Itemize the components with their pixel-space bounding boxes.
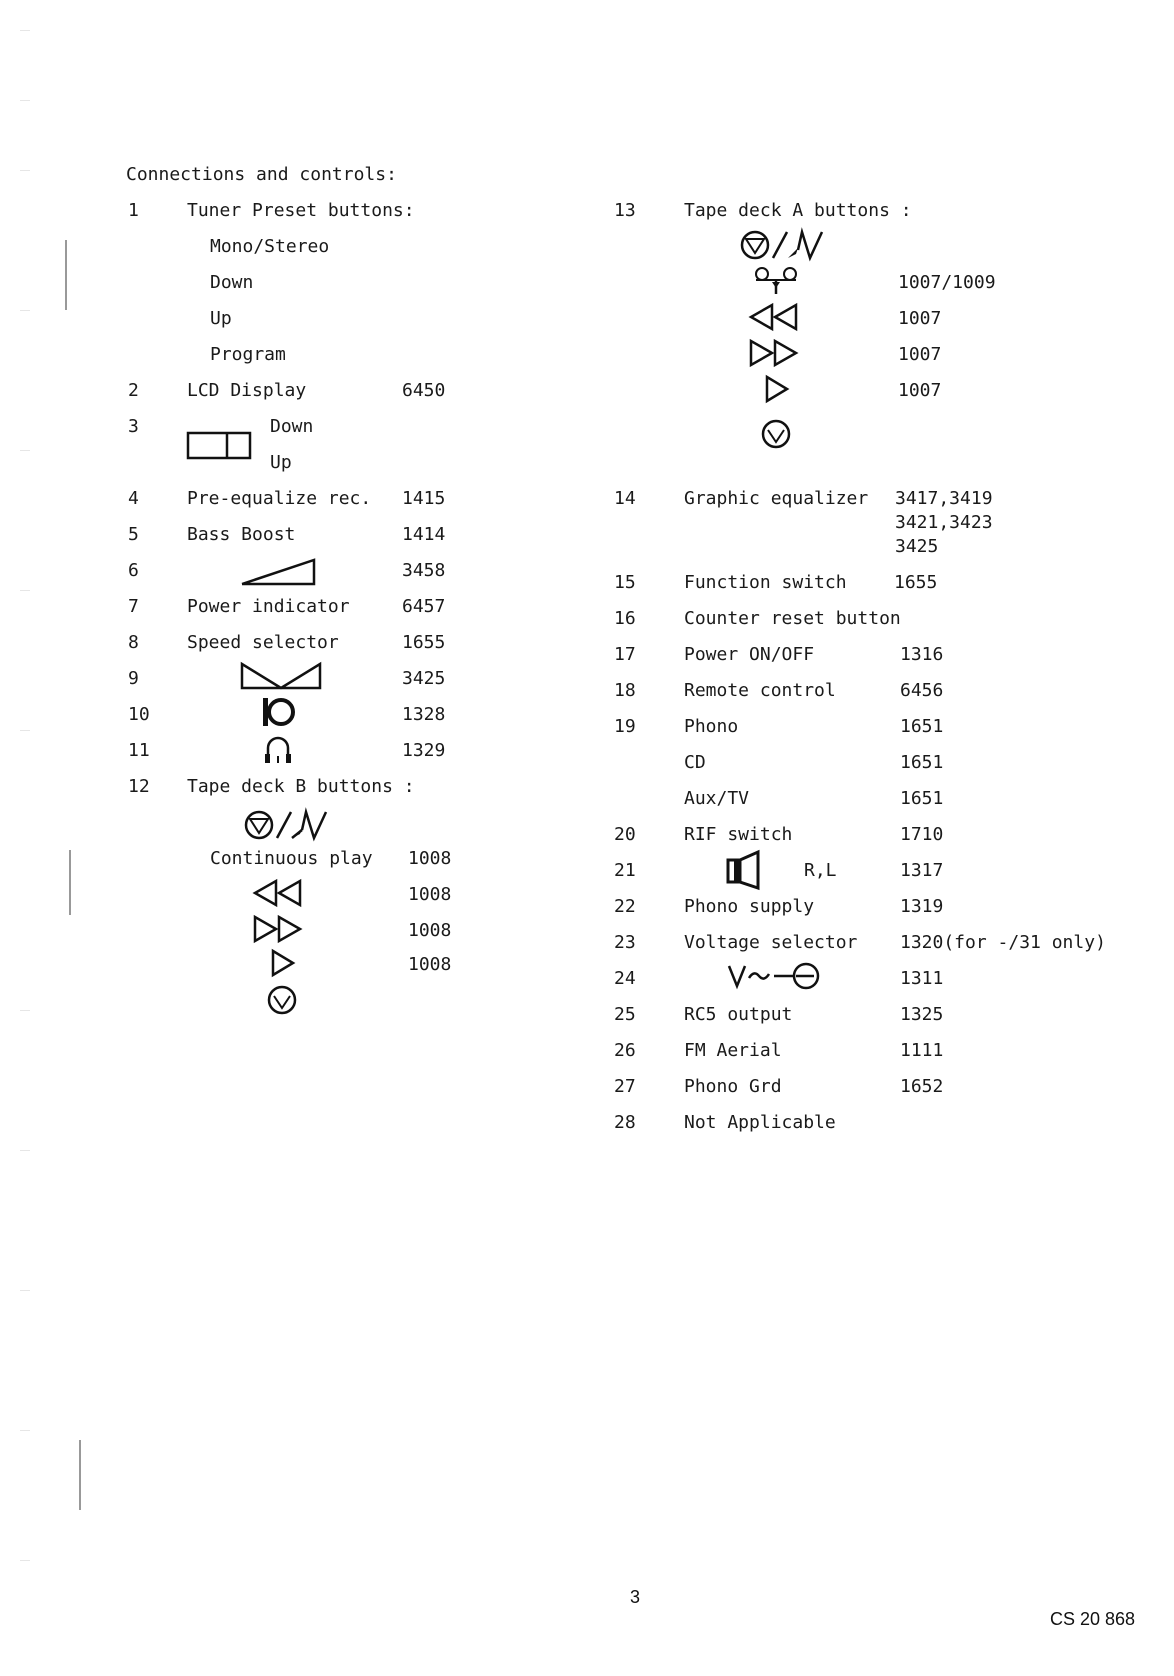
deck-b-play-code: 1008 [408,954,452,975]
counter-reset-label: Counter reset button [684,608,901,629]
rc5-output-code: 1325 [900,1004,944,1025]
equalizer-code: 3421,3423 [895,512,993,533]
item-number: 17 [614,644,636,665]
item-number: 23 [614,932,636,953]
pre-equalize-code: 1415 [402,488,446,509]
phono-grd-label: Phono Grd [684,1076,782,1097]
balance-icon [240,662,322,690]
bass-boost-code: 1414 [402,524,446,545]
play-icon [764,374,790,404]
margin-tick [20,590,30,591]
item-number: 7 [128,596,139,617]
deck-a-pause-code: 1007/1009 [898,272,996,293]
continuous-play-code: 1008 [408,848,452,869]
function-switch-label: Function switch [684,572,847,593]
item-number: 15 [614,572,636,593]
rif-switch-code: 1710 [900,824,944,845]
tuner-sub-program: Program [210,344,286,365]
item-number: 27 [614,1076,636,1097]
bass-boost-label: Bass Boost [187,524,296,545]
speaker-rl-label: R,L [804,860,837,881]
function-switch-code: 1655 [894,572,938,593]
record-icon [266,984,298,1016]
rocker-switch-icon [187,432,253,460]
item-number: 26 [614,1040,636,1061]
margin-mark [79,1440,81,1510]
rocker-up-label: Up [270,452,292,473]
speaker-code: 1317 [900,860,944,881]
item-number: 1 [128,200,139,221]
item-number: 24 [614,968,636,989]
microphone-code: 1328 [402,704,446,725]
power-indicator-label: Power indicator [187,596,350,617]
tuner-sub-mono-stereo: Mono/Stereo [210,236,330,257]
item-number: 2 [128,380,139,401]
margin-tick [20,1430,30,1431]
mains-input-code: 1311 [900,968,944,989]
power-indicator-code: 6457 [402,596,446,617]
rif-switch-label: RIF switch [684,824,793,845]
document-code: CS 20 868 [1050,1609,1136,1629]
headphones-icon [264,734,292,764]
deck-a-play-code: 1007 [898,380,942,401]
item-number: 12 [128,776,150,797]
cd-label: CD [684,752,706,773]
phono-supply-label: Phono supply [684,896,815,917]
item-number: 4 [128,488,139,509]
rewind-icon [252,878,304,908]
aux-tv-label: Aux/TV [684,788,750,809]
margin-tick [20,30,30,31]
margin-tick [20,1290,30,1291]
rc5-output-label: RC5 output [684,1004,793,1025]
balance-code: 3425 [402,668,446,689]
item-number: 21 [614,860,636,881]
voltage-selector-code: 1320(for -/31 only) [900,932,1106,953]
stop-eject-icon [244,808,330,842]
page-number: 3 [630,1587,641,1607]
speaker-icon [726,850,762,890]
phono-code: 1651 [900,716,944,737]
headphones-code: 1329 [402,740,446,761]
item-number: 25 [614,1004,636,1025]
fast-forward-icon [748,338,800,368]
phono-supply-code: 1319 [900,896,944,917]
item-number: 3 [128,416,139,437]
item-number: 5 [128,524,139,545]
item-number: 22 [614,896,636,917]
deck-b-fast-forward-code: 1008 [408,920,452,941]
continuous-play-label: Continuous play [210,848,373,869]
deck-a-rewind-code: 1007 [898,308,942,329]
speed-selector-label: Speed selector [187,632,339,653]
item-number: 8 [128,632,139,653]
phono-label: Phono [684,716,739,737]
item-number: 10 [128,704,150,725]
lcd-display-code: 6450 [402,380,446,401]
item-number: 20 [614,824,636,845]
margin-tick [20,100,30,101]
margin-mark [65,240,67,310]
rocker-down-label: Down [270,416,314,437]
cd-code: 1651 [900,752,944,773]
equalizer-code: 3417,3419 [895,488,993,509]
lcd-display-label: LCD Display [187,380,307,401]
pre-equalize-label: Pre-equalize rec. [187,488,372,509]
tuner-sub-up: Up [210,308,232,329]
rewind-icon [748,302,800,332]
stop-eject-icon [740,228,826,262]
not-applicable-label: Not Applicable [684,1112,836,1133]
microphone-icon [262,696,298,728]
margin-tick [20,1150,30,1151]
remote-control-code: 6456 [900,680,944,701]
voltage-selector-label: Voltage selector [684,932,858,953]
item-number: 18 [614,680,636,701]
margin-tick [20,310,30,311]
power-on-off-code: 1316 [900,644,944,665]
deck-a-fast-forward-code: 1007 [898,344,942,365]
phono-grd-code: 1652 [900,1076,944,1097]
item-number: 14 [614,488,636,509]
item-number: 11 [128,740,150,761]
volume-code: 3458 [402,560,446,581]
item-number: 16 [614,608,636,629]
power-on-off-label: Power ON/OFF [684,644,815,665]
margin-tick [20,170,30,171]
item-number: 6 [128,560,139,581]
graphic-equalizer-label: Graphic equalizer [684,488,869,509]
margin-tick [20,450,30,451]
fast-forward-icon [252,914,304,944]
record-icon [760,418,792,450]
tape-deck-a-label: Tape deck A buttons : [684,200,912,221]
item-number: 9 [128,668,139,689]
margin-tick [20,1560,30,1561]
fm-aerial-code: 1111 [900,1040,944,1061]
item-number: 19 [614,716,636,737]
margin-tick [20,1010,30,1011]
tuner-sub-down: Down [210,272,254,293]
margin-tick [20,730,30,731]
remote-control-label: Remote control [684,680,836,701]
equalizer-code: 3425 [895,536,939,557]
volume-wedge-icon [240,558,316,586]
page-heading: Connections and controls: [126,164,397,185]
item-number: 28 [614,1112,636,1133]
aux-tv-code: 1651 [900,788,944,809]
fm-aerial-label: FM Aerial [684,1040,782,1061]
deck-b-rewind-code: 1008 [408,884,452,905]
tape-pause-icon [752,266,800,296]
item-number: 13 [614,200,636,221]
speed-selector-code: 1655 [402,632,446,653]
tuner-preset-label: Tuner Preset buttons: [187,200,415,221]
mains-input-icon [726,960,822,992]
play-icon [270,948,296,978]
margin-mark [69,850,71,915]
tape-deck-b-label: Tape deck B buttons : [187,776,415,797]
